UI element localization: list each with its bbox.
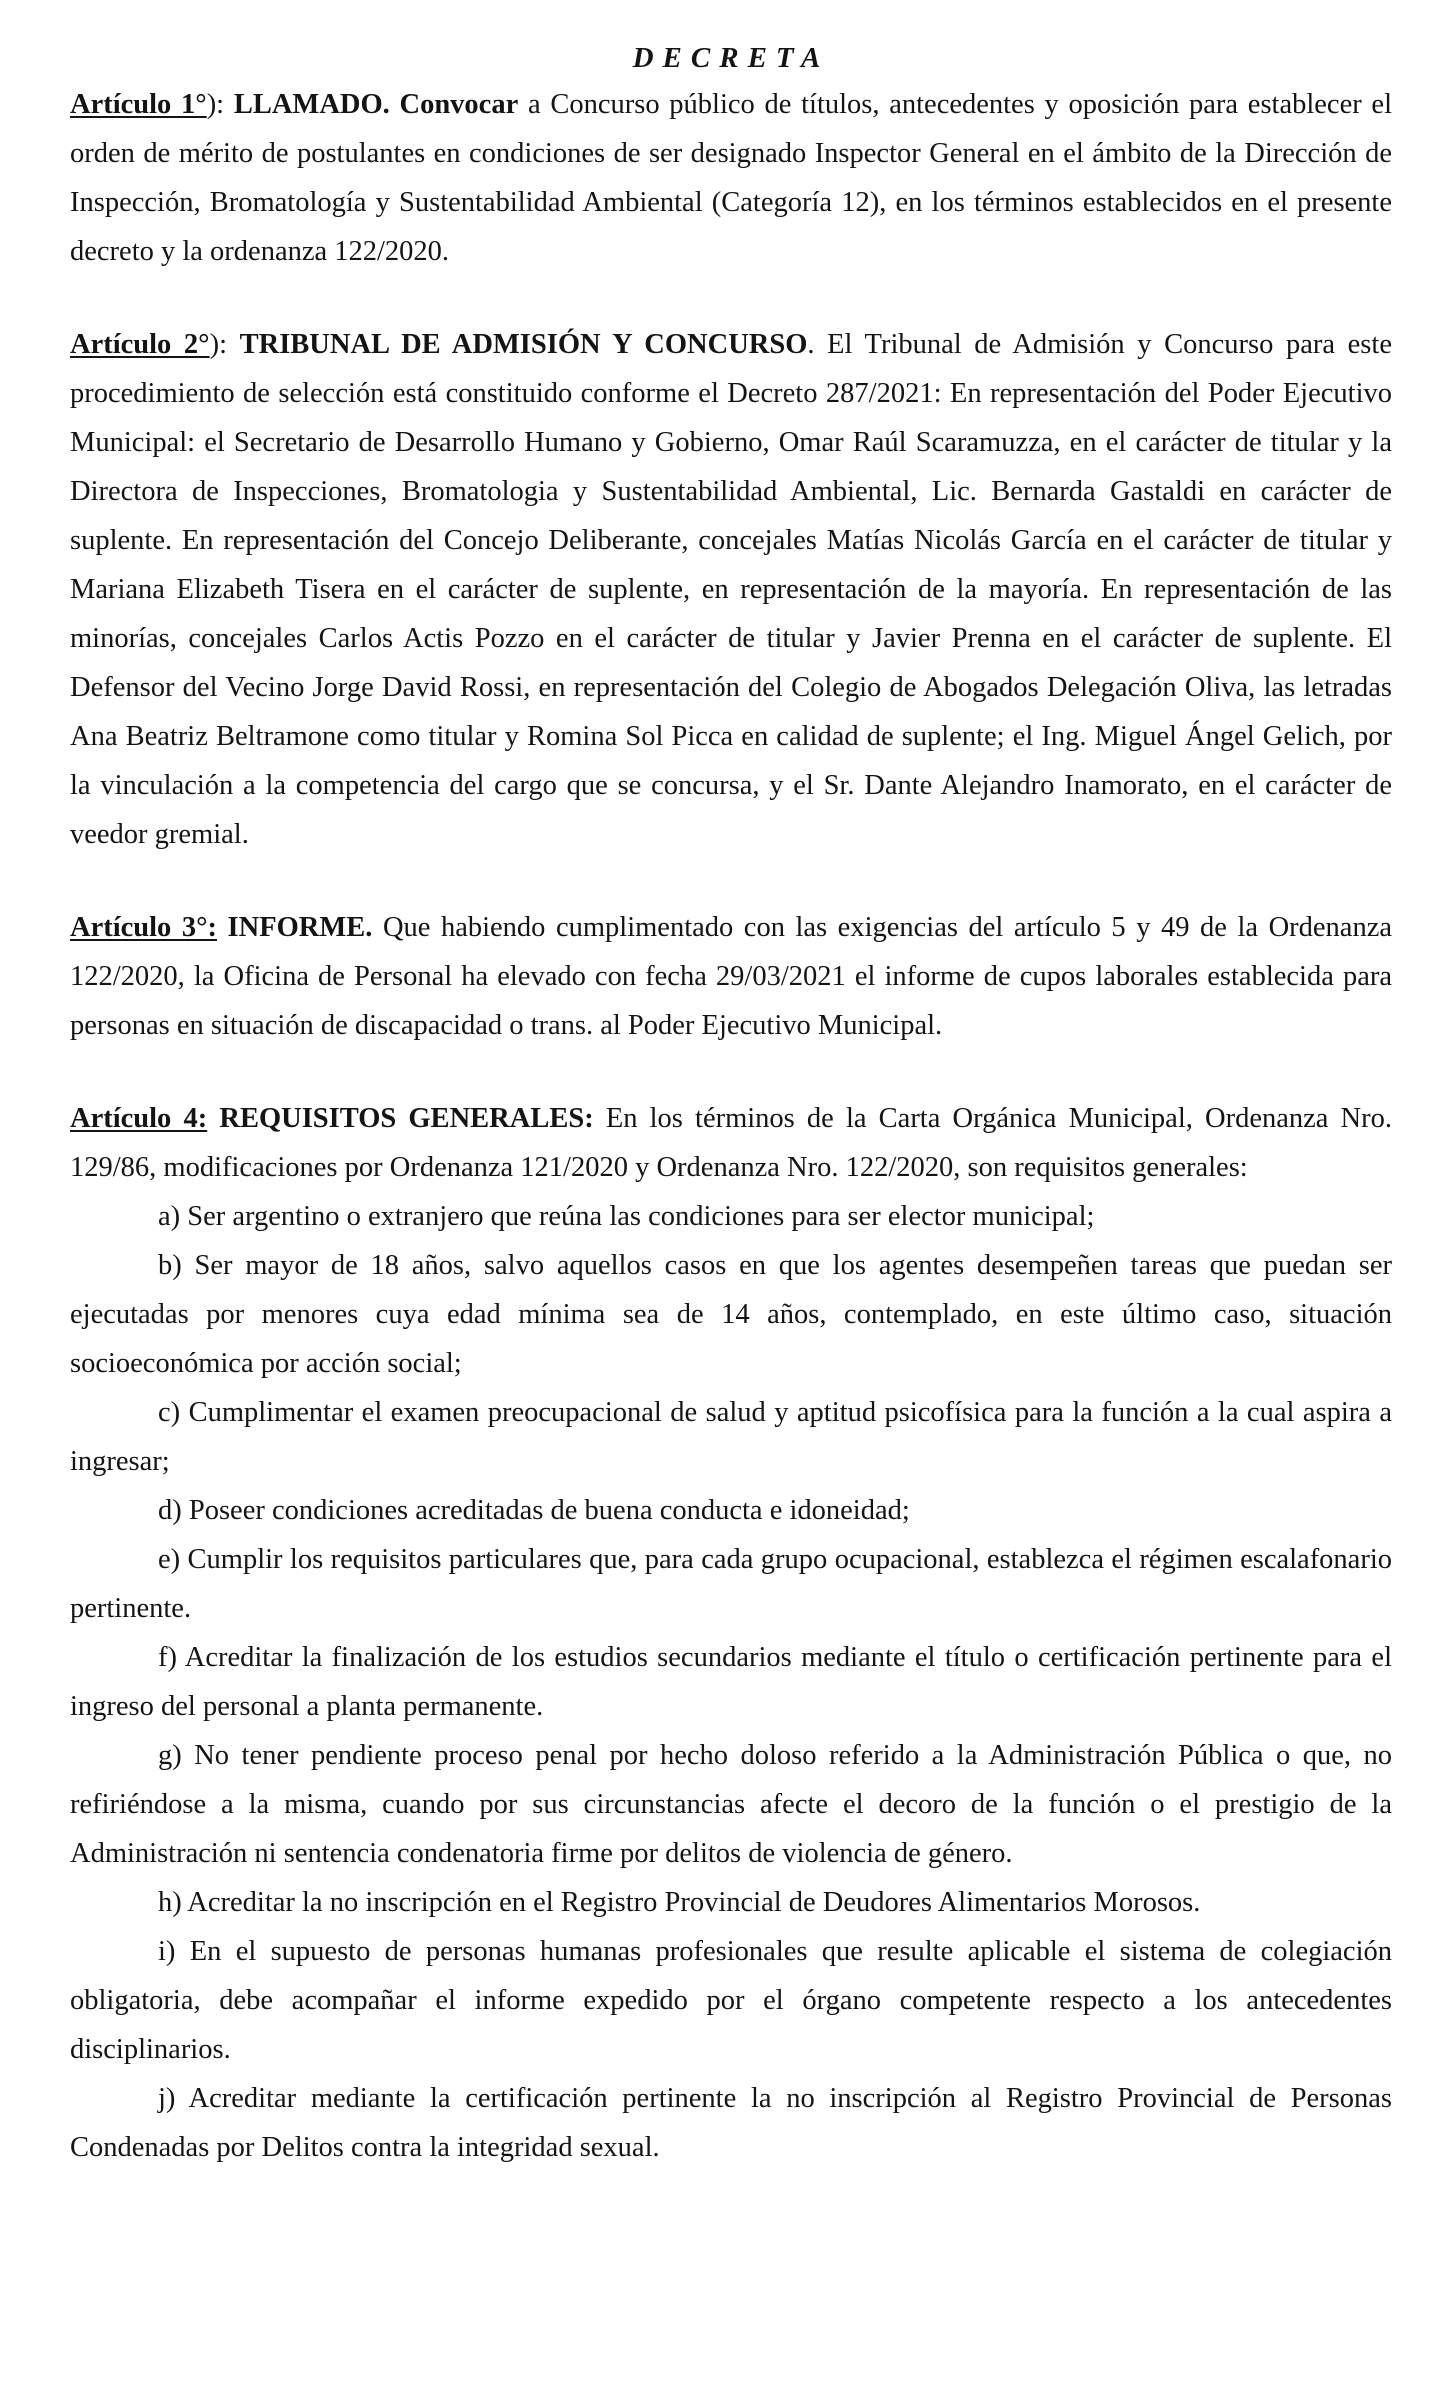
requirement-item-j: j) Acreditar mediante la certificación pertinente la no inscripción al Registro Provincial de Personas Condenadas por Delitos contra la integridad sexual. [70,2083,1392,2163]
article-1-label-suffix: ): [206,89,234,120]
article-1 [70,80,1392,276]
article-3 [70,903,1392,1050]
requirement-item-d: d) Poseer condiciones acreditadas de buena conducta e idoneidad; [158,1495,910,1526]
requirement-item-h: h) Acreditar la no inscripción en el Registro Provincial de Deudores Alimentarios Morosos. [158,1887,1201,1918]
article-3-label-suffix [217,912,228,943]
article-3-label: Artículo 3°: [70,912,217,943]
article-2-label: Artículo 2° [70,329,210,360]
article-1-label: Artículo 1° [70,89,207,120]
article-4-label: Artículo 4: [70,1103,208,1134]
requirement-item-i: i) En el supuesto de personas humanas profesionales que resulte aplicable el sistema de colegiación obligatoria, debe acompañar el informe expedido por el órgano competente respecto a los antecedentes disciplinarios. [70,1936,1392,2065]
article-4-label-suffix [207,1103,219,1134]
article-2-label-suffix: ): [209,329,240,360]
article-2-title: TRIBUNAL DE ADMISIÓN Y CONCURSO [239,329,808,360]
article-4-body: En los términos de la Carta Orgánica Municipal, Ordenanza Nro. 129/86, modificaciones por Ordenanza 121/2020 y Ordenanza Nro. 122/2020, son requisitos generales: [70,1103,1393,1183]
article-2 [70,320,1392,859]
article-4-title: REQUISITOS GENERALES: [219,1103,594,1134]
article-2-body: . El Tribunal de Admisión y Concurso para este procedimiento de selección está constituido conforme el Decreto 287/2021: En representación del Poder Ejecutivo Municipal: el Secretario de Desarrollo Humano y Gobierno, Omar Raúl Scaramuzza, en el carácter de titular y la Directora de Inspecciones, Bromatologia y Sustentabilidad Ambiental, Lic. Bernarda Gastaldi en carácter de suplente. En representación del Concejo Deliberante, concejales Matías Nicolás García en el carácter de titular y Mariana Elizabeth Tisera en el carácter de suplente, en representación de la mayoría. En representación de las minorías, concejales Carlos Actis Pozzo en el carácter de titular y Javier Prenna en el carácter de suplente. El Defensor del Vecino Jorge David Rossi, en representación del Colegio de Abogados Delegación Oliva, las letradas Ana Beatriz Beltramone como titular y Romina Sol Picca en calidad de suplente; el Ing. Miguel Ángel Gelich, por la vinculación a la competencia del cargo que se concursa, y el Sr. Dante Alejandro Inamorato, en el carácter de veedor gremial. [70,329,1392,850]
article-3-body: Que habiendo cumplimentado con las exigencias del artículo 5 y 49 de la Ordenanza 122/2020, la Oficina de Personal ha elevado con fecha 29/03/2021 el informe de cupos laborales establecida para personas en situación de discapacidad o trans. al Poder Ejecutivo Municipal. [70,912,1393,1041]
requirement-item-c: c) Cumplimentar el examen preocupacional de salud y aptitud psicofísica para la función a la cual aspira a ingresar; [70,1397,1392,1477]
requirements-list [70,1192,1392,2172]
article-4 [70,1094,1392,1192]
requirement-item-f: f) Acreditar la finalización de los estudios secundarios mediante el título o certificación pertinente para el ingreso del personal a planta permanente. [70,1642,1392,1722]
requirement-item-g: g) No tener pendiente proceso penal por hecho doloso referido a la Administración Pública o que, no refiriéndose a la misma, cuando por sus circunstancias afecte el decoro de la función o el prestigio de la Administración ni sentencia condenatoria firme por delitos de violencia de género. [70,1740,1392,1869]
document-page [70,38,1392,2172]
article-3-title: INFORME. [227,912,373,943]
article-1-title: LLAMADO. Convocar [233,89,519,120]
decree-heading: DECRETA [632,42,830,74]
article-1-body: a Concurso público de títulos, antecedentes y oposición para establecer el orden de mérito de postulantes en condiciones de ser designado Inspector General en el ámbito de la Dirección de Inspección, Bromatología y Sustentabilidad Ambiental (Categoría 12), en los términos establecidos en el presente decreto y la ordenanza 122/2020. [70,89,1392,267]
requirement-item-b: b) Ser mayor de 18 años, salvo aquellos casos en que los agentes desempeñen tareas que puedan ser ejecutadas por menores cuya edad mínima sea de 14 años, contemplado, en este último caso, situación socioeconómica por acción social; [70,1250,1392,1379]
requirement-item-e: e) Cumplir los requisitos particulares que, para cada grupo ocupacional, establezca el régimen escalafonario pertinente. [70,1544,1392,1624]
requirement-item-a: a) Ser argentino o extranjero que reúna las condiciones para ser elector municipal; [158,1201,1095,1232]
